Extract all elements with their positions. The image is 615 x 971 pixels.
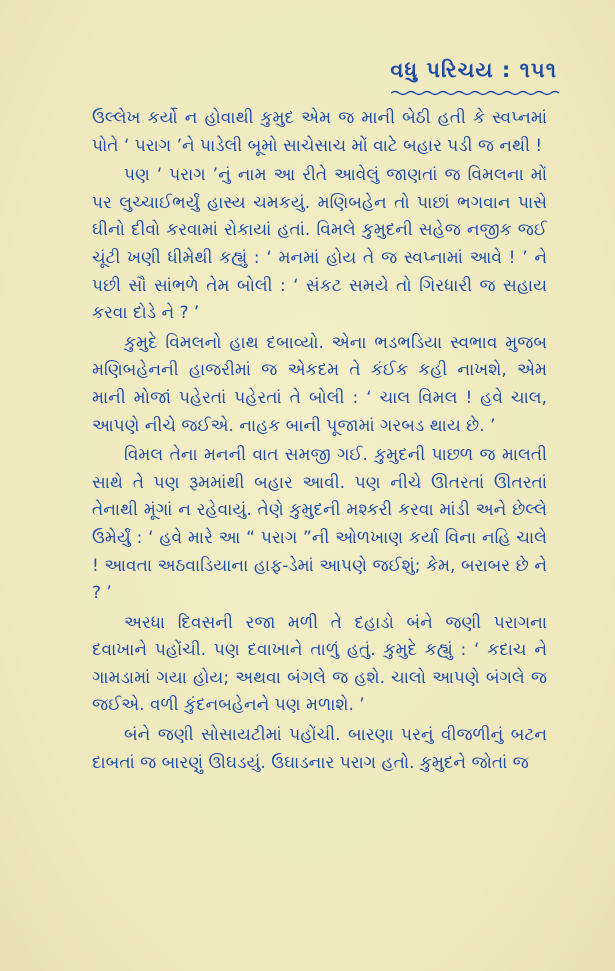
paragraph: પણ ‘ પરાગ ’નું નામ આ રીતે આવેલું જાણતાં જ વિમલના મોં પર લુચ્ચાઈભર્યું હાસ્ય ચમકયું. મણિબહેન તો પાછાં ભગવાન પાસે ઘીનો દીવો કરવામાં રોકાયાં હતાં. વિમલે કુમુદની સહેજ નજીક જઈ ચૂંટી ખણી ધીમેથી કહ્યું : ‘ મનમાં હોય તે જ સ્વપ્નામાં આવે ! ’ ને પછી સૌ સાંભળે તેમ બોલી : ‘ સંકટ સમયે તો ગિરધારી જ સહાય કરવા દોડે ને ? ’: [92, 165, 547, 324]
paragraph: અરધા દિવસની રજા મળી તે દહાડો બંને જણી પરાગના દવાખાને પહોંચી. પણ દવાખાને તાળું હતું. કુમુદે કહ્યું : ‘ કદાચ ને ગામડામાં ગયા હોય; અથવા બંગલે જ હશે. ચાલો આપણે બંગલે જ જઈએ. વળી કુંદનબહેનને પણ મળાશે. ’: [92, 612, 547, 716]
paragraph: બંને જણી સોસાયટીમાં પહોંચી. બારણા પરનું વીજળીનું બટન દાબતાં જ બારણું ઊઘડયું. ઉઘાડનાર પરાગ હતો. કુમુદને જોતાં જ: [92, 725, 547, 773]
paragraph: કુમુદે વિમલનો હાથ દબાવ્યો. એના ભડભડિયા સ્વભાવ મુજબ મણિબહેનની હાજરીમાં જ એકદમ તે કંઈક કહી નાખશે, એમ માની મોજાં પહેરતાં પહેરતાં તે બોલી : ‘ ચાલ વિમલ ! હવે ચાલ, આપણે નીચે જઈએ. નાહક બાની પૂજામાં ગરબડ થાય છે. ’: [92, 332, 547, 436]
running-header: વધુ પરિચય : ૧૫૧: [390, 58, 557, 82]
page-body-text: [92, 105, 547, 777]
paragraph: વિમલ તેના મનની વાત સમજી ગઈ. કુમુદની પાછળ જ માલતી સાથે તે પણ રૂમમાંથી બહાર આવી. પણ નીચે ઊતરતાં ઊતરતાં તેનાથી મૂંગાં ન રહેવાયું. તેણે કુમુદની મશ્કરી કરવા માંડી અને છેલ્લે ઉમેર્યું : ‘ હવે મારે આ “ પરાગ ”ની ઓળખાણ કર્યા વિના નહિ ચાલે ! આવતા અઠવાડિયાના હાફ-ડેમાં આપણે જઈશું; કેમ, બરાબર છે ને ? ’: [92, 445, 547, 604]
paragraph-continuation: ઉલ્લેખ કર્યો ન હોવાથી કુમુદ એમ જ માની બેઠી હતી કે સ્વપ્નમાં પોતે ‘ પરાગ ’ને પાડેલી બૂમો સાચેસાચ મોં વાટે બહાર પડી જ નથી !: [92, 108, 547, 156]
header-wavy-underline: [391, 90, 561, 96]
